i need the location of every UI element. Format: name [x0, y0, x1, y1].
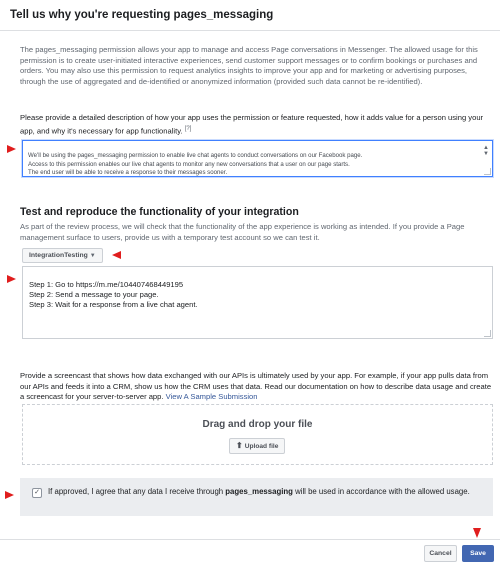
- upload-file-button[interactable]: [229, 438, 285, 454]
- agreement-prefix: If approved, I agree that any data I receive through: [48, 487, 224, 496]
- agreement-text: [48, 486, 488, 497]
- agreement-permission: pages_messaging: [225, 487, 293, 496]
- agreement-checkbox[interactable]: ✓: [32, 488, 42, 498]
- test-section-heading: Test and reproduce the functionality of your integration: [20, 206, 299, 218]
- annotation-arrow-icon: [5, 491, 14, 499]
- save-button[interactable]: Save: [462, 545, 494, 562]
- cancel-button[interactable]: Cancel: [424, 545, 457, 562]
- upload-file-label: Upload file: [244, 443, 279, 450]
- header-divider: [0, 30, 500, 31]
- description-prompt: [20, 113, 492, 137]
- file-dropzone[interactable]: [22, 404, 493, 465]
- upload-icon: ⬆: [236, 441, 243, 450]
- dropzone-title: Drag and drop your file: [202, 419, 313, 430]
- help-icon[interactable]: [?]: [184, 125, 192, 132]
- test-account-dropdown[interactable]: [22, 248, 103, 263]
- annotation-arrow-down-icon: [473, 528, 481, 538]
- permission-intro-text: The pages_messaging permission allows your app to manage and access Page conversations in Messenger. The allowed usage for this permission is to create user-initiated interactive experiences, send customer support messages or to confirm bookings or purchases and orders. You may also use this permission to request analytics insights to improve your app and for marketing or advertising purposes, through the use of aggregated and de-identified or anonymized information (provided such data cannot be re-identified).: [20, 45, 478, 86]
- test-steps-textarea[interactable]: [22, 266, 493, 339]
- dropdown-selected-value: IntegrationTesting: [29, 252, 88, 259]
- agreement-panel: [20, 478, 493, 516]
- chevron-down-icon: ▼: [89, 253, 96, 259]
- agreement-suffix: will be used in accordance with the allowed usage.: [295, 487, 470, 496]
- screencast-text: [20, 371, 492, 403]
- footer-divider: [0, 539, 500, 540]
- annotation-arrow-icon: [112, 251, 121, 259]
- annotation-arrow-icon: [7, 275, 16, 283]
- scroll-arrows-icon[interactable]: ▲ ▼: [483, 145, 489, 157]
- description-prompt-text: Please provide a detailed description of how your app uses the permission or feature requested, how it adds value for a person using your app, and why it's necessary for app functionality.: [20, 113, 484, 136]
- dialog-title: Tell us why you're requesting pages_messaging: [10, 9, 274, 21]
- description-textarea[interactable]: [22, 140, 493, 177]
- screencast-description: Provide a screencast that shows how data exchanged with our APIs is ultimately used by your app. For example, if your app pulls data from our APIs and feeds it into a CRM, show us how the CRM uses that data. Read our documentation on how to describe data usage and create a screencast for your server-to-server app.: [20, 371, 492, 402]
- test-section-text: As part of the review process, we will check that the functionality of the app experience is working as intended. If you provide a Page management surface to users, provide us with a temporary test account so we can test it.: [20, 222, 465, 242]
- resize-handle-icon[interactable]: [484, 168, 491, 175]
- test-steps-value: Step 1: Go to https://m.me/104407468449195 Step 2: Send a message to your page. Step 3: Wait for a response from a live chat agent.: [29, 280, 198, 309]
- view-sample-submission-link[interactable]: View A Sample Submission: [165, 392, 258, 402]
- annotation-arrow-icon: [7, 145, 16, 153]
- resize-handle-icon[interactable]: [484, 330, 491, 337]
- description-value: We'll be using the pages_messaging permission to enable live chat agents to conduct conversations on our Facebook page. Access to this permission enables our live chat agents to monitor any new conversations that a user on our page starts. The end user will be able to receive a response to their messages sooner.: [28, 152, 363, 177]
